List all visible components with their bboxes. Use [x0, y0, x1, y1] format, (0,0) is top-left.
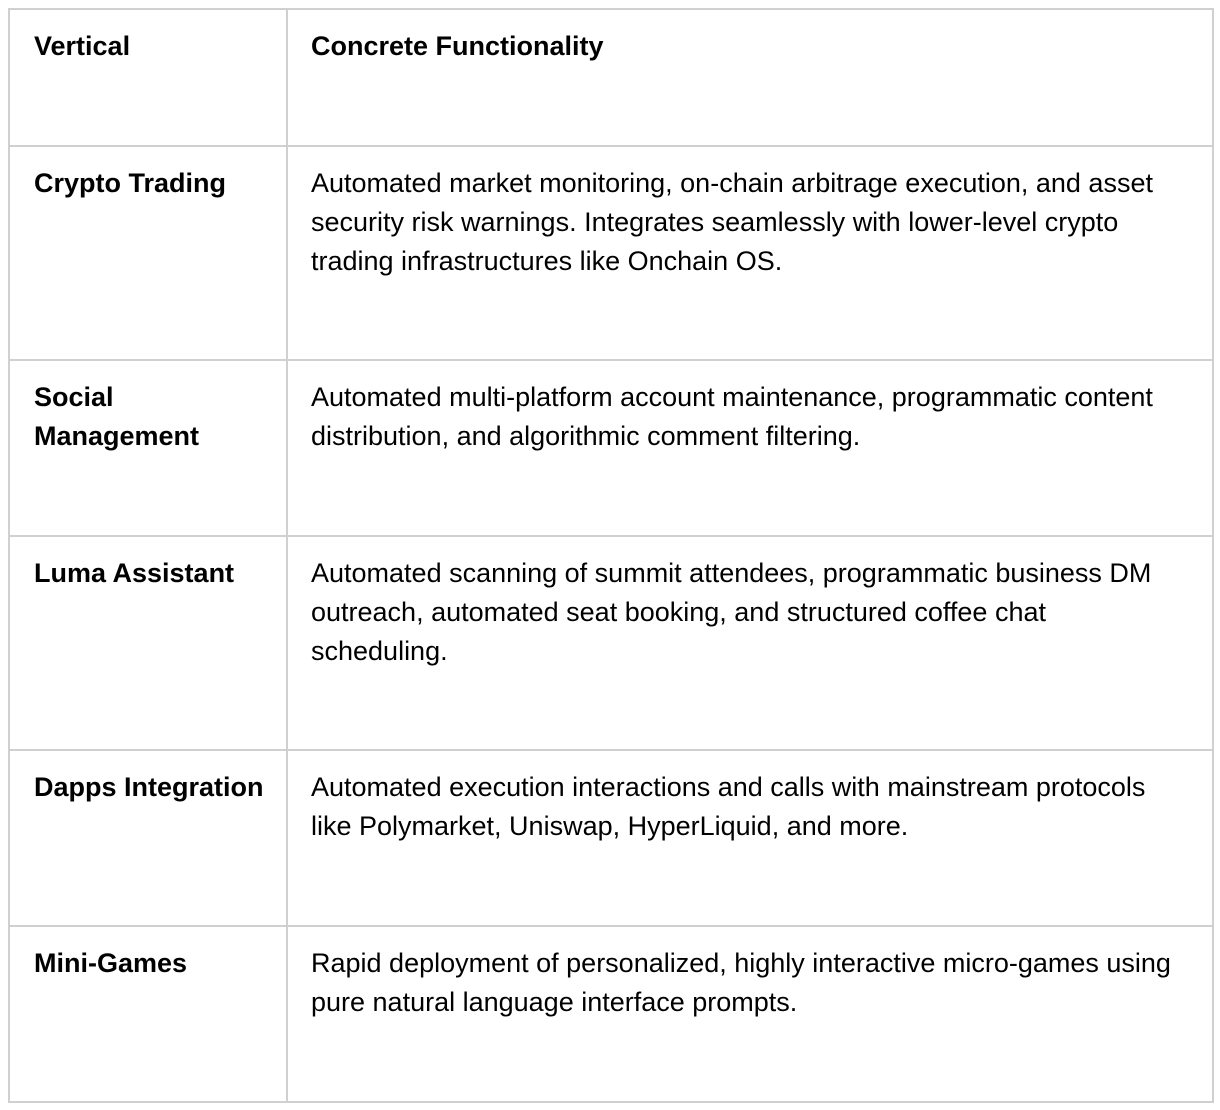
- functionality-text: Automated market monitoring, on-chain arbitrage execution, and asset security risk warnings. Integrates seamlessly with lower-level crypto trading infrastructures like Onchain OS.: [311, 168, 1153, 276]
- header-vertical-label: Vertical: [34, 31, 131, 61]
- header-cell-functionality: [287, 9, 1213, 146]
- vertical-name: Crypto Trading: [34, 168, 227, 198]
- functionality-text: Automated scanning of summit attendees, programmatic business DM outreach, automated seat booking, and structured coffee chat scheduling.: [311, 558, 1152, 666]
- vertical-cell: [9, 536, 287, 750]
- functionality-text: Automated execution interactions and calls with mainstream protocols like Polymarket, Uniswap, HyperLiquid, and more.: [311, 772, 1146, 841]
- verticals-table: [8, 8, 1214, 1103]
- vertical-cell: [9, 926, 287, 1102]
- functionality-text: Automated multi-platform account maintenance, programmatic content distribution, and algorithmic comment filtering.: [311, 382, 1153, 451]
- vertical-name: Luma Assistant: [34, 558, 235, 588]
- functionality-cell: [287, 926, 1213, 1102]
- table-row: [9, 146, 1213, 360]
- header-functionality-label: Concrete Functionality: [311, 31, 604, 61]
- functionality-cell: [287, 146, 1213, 360]
- table-row: [9, 536, 1213, 750]
- vertical-cell: [9, 750, 287, 926]
- vertical-cell: [9, 146, 287, 360]
- functionality-cell: [287, 360, 1213, 536]
- header-cell-vertical: [9, 9, 287, 146]
- table-header-row: [9, 9, 1213, 146]
- table-row: [9, 926, 1213, 1102]
- vertical-cell: [9, 360, 287, 536]
- functionality-text: Rapid deployment of personalized, highly interactive micro-games using pure natural language interface prompts.: [311, 948, 1171, 1017]
- vertical-name: Dapps Integration: [34, 772, 264, 802]
- table-row: [9, 360, 1213, 536]
- functionality-cell: [287, 536, 1213, 750]
- vertical-name: Mini-Games: [34, 948, 188, 978]
- table-row: [9, 750, 1213, 926]
- functionality-cell: [287, 750, 1213, 926]
- vertical-name: Social Management: [34, 382, 200, 451]
